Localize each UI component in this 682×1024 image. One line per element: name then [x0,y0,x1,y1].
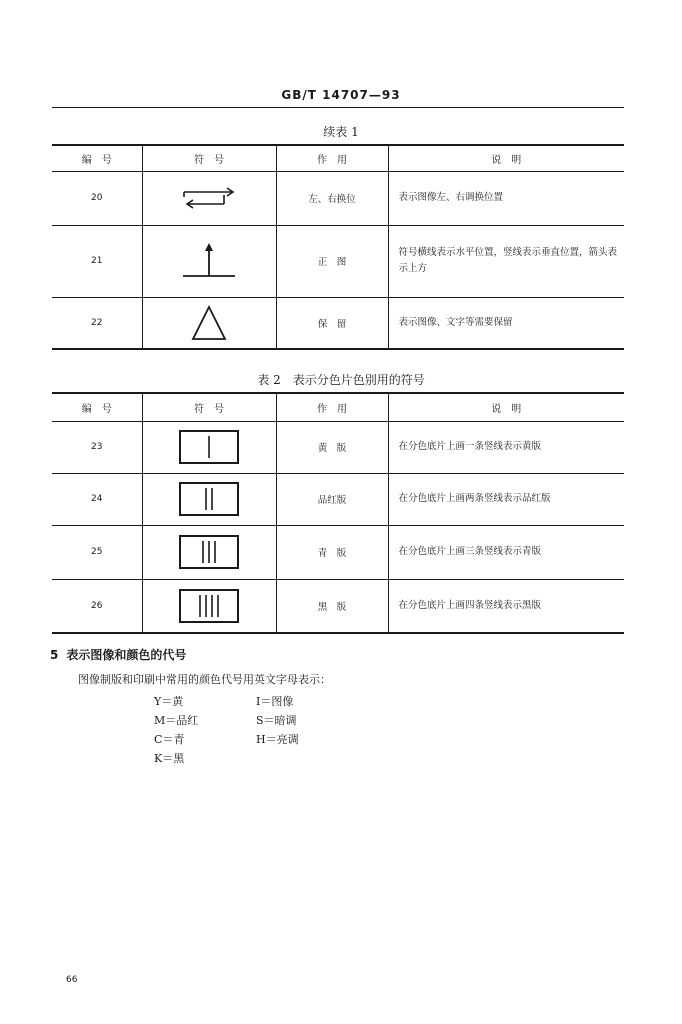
description-cell: 符号横线表示水平位置，竖线表示垂直位置，箭头表示上方 [388,225,624,297]
effect-cell: 黑 版 [276,579,388,633]
row-number: 26 [52,579,142,633]
box-three-lines-icon [178,534,240,570]
table-row [52,473,624,525]
color-code: Y＝黄 [154,695,184,708]
box-two-lines-icon [178,481,240,517]
symbol-cell [142,225,276,297]
section-title: 表示图像和颜色的代号 [66,648,187,662]
row-number: 24 [52,473,142,525]
description-cell: 在分色底片上画一条竖线表示黄版 [388,421,624,473]
symbol-cell [142,525,276,579]
table1-col-desc: 说 明 [388,145,624,171]
symbol-cell [142,171,276,225]
color-code: K＝黑 [154,752,185,765]
tone-code: I＝图像 [256,695,294,708]
description-cell: 表示图像左、右调换位置 [388,171,624,225]
description-cell: 在分色底片上画三条竖线表示青版 [388,525,624,579]
row-number: 20 [52,171,142,225]
triangle-icon [189,303,229,343]
table2-col-effect: 作 用 [276,393,388,421]
tone-code: H＝亮调 [256,733,299,746]
table-row [52,525,624,579]
description-cell: 在分色底片上画两条竖线表示品红版 [388,473,624,525]
effect-cell: 左、右换位 [276,171,388,225]
table1-col-symbol: 符 号 [142,145,276,171]
symbol-cell [142,579,276,633]
swap-arrows-icon [174,183,244,213]
effect-cell: 保 留 [276,297,388,349]
table1-col-num: 编 号 [52,145,142,171]
table1-col-effect: 作 用 [276,145,388,171]
box-one-line-icon [178,429,240,465]
effect-cell: 品红版 [276,473,388,525]
table-row [52,579,624,633]
table1-caption: 续表 1 [323,125,359,139]
effect-cell: 正 图 [276,225,388,297]
description-cell: 表示图像、文字等需要保留 [388,297,624,349]
table1 [52,144,624,350]
row-number: 25 [52,525,142,579]
table-row [52,297,624,349]
tone-code: S＝暗调 [256,714,297,727]
row-number: 23 [52,421,142,473]
upright-arrow-icon [179,241,239,281]
section-intro: 图像制版和印刷中常用的颜色代号用英文字母表示： [78,673,331,686]
section-heading [50,646,186,663]
header-rule [52,107,624,108]
table-row [52,225,624,297]
symbol-cell [142,421,276,473]
row-number: 22 [52,297,142,349]
symbol-cell [142,473,276,525]
table2-col-symbol: 符 号 [142,393,276,421]
table2-col-desc: 说 明 [388,393,624,421]
table-row [52,171,624,225]
page-number: 66 [66,975,78,985]
effect-cell: 青 版 [276,525,388,579]
table2 [52,392,624,634]
description-cell: 在分色底片上画四条竖线表示黑版 [388,579,624,633]
table-row [52,421,624,473]
symbol-cell [142,297,276,349]
box-four-lines-icon [178,588,240,624]
color-code: M＝品红 [154,714,199,727]
color-code: C＝青 [154,733,185,746]
section-number: 5 [50,648,59,662]
table2-col-num: 编 号 [52,393,142,421]
table2-caption: 表 2 表示分色片色别用的符号 [257,373,425,387]
effect-cell: 黄 版 [276,421,388,473]
row-number: 21 [52,225,142,297]
standard-code: GB/T 14707—93 [281,88,401,102]
